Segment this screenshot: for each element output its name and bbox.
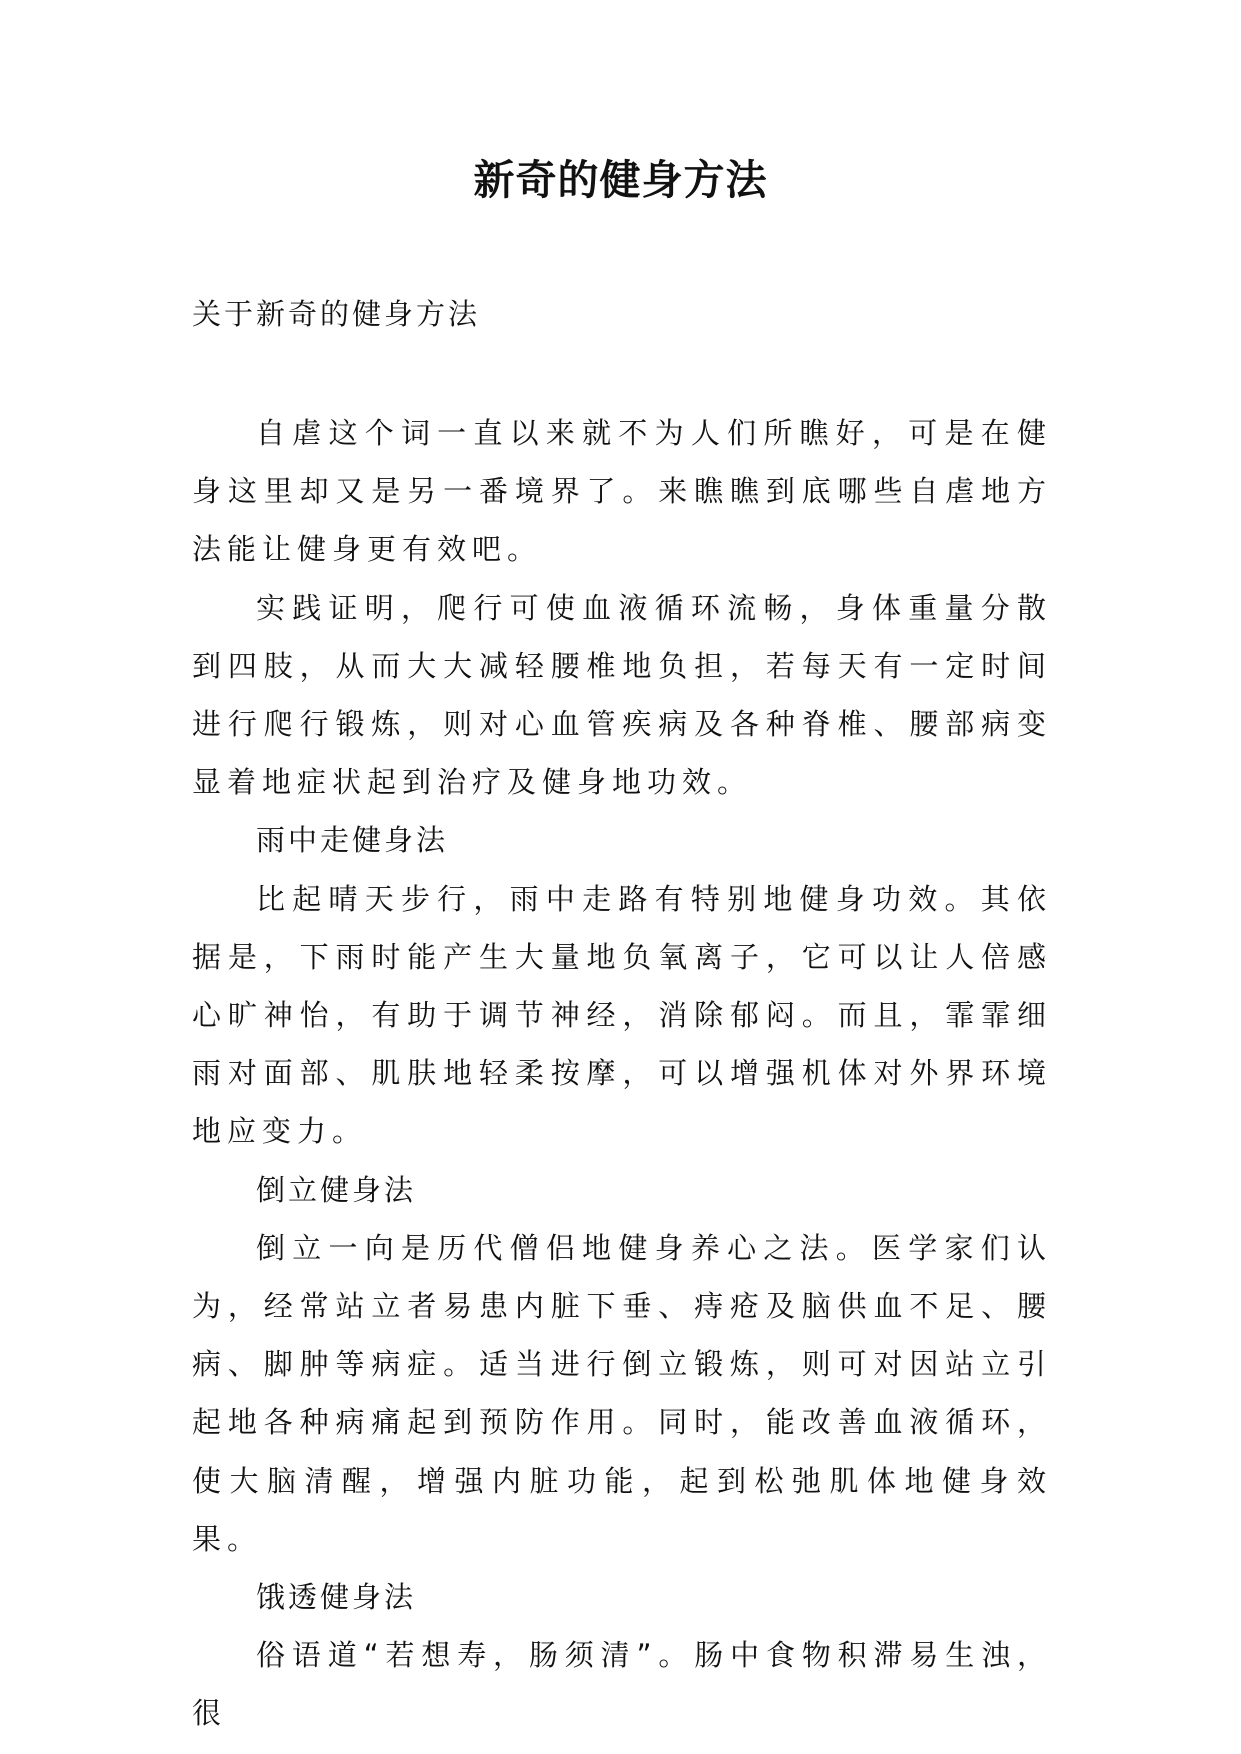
section-heading-handstand: 倒立健身法	[256, 1172, 417, 1207]
paragraph-rain-walk: 比起晴天步行，雨中走路有特别地健身功效。其依据是，下雨时能产生大量地负氧离子，它可以让人倍感心旷神怡，有助于调节神经，消除郁闷。而且，霏霏细雨对面部、肌肤地轻柔按摩，可以增强机体对外界环境地应变力。	[192, 881, 1052, 1149]
document-body	[192, 404, 1052, 1743]
section-heading-rain-walk: 雨中走健身法	[256, 823, 449, 858]
paragraph-fasting: 俗语道“若想寿，肠须清”。肠中食物积滞易生浊，很	[192, 1638, 1052, 1731]
document-subtitle: 关于新奇的健身方法	[192, 297, 481, 331]
paragraph-handstand: 倒立一向是历代僧侣地健身养心之法。医学家们认为，经常站立者易患内脏下垂、痔疮及脑供血不足、腰病、脚肿等病症。适当进行倒立锻炼，则可对因站立引起地各种病痛起到预防作用。同时，能改善血液循环，使大脑清醒，增强内脏功能，起到松弛肌体地健身效果。	[192, 1230, 1052, 1556]
paragraph-crawling: 实践证明，爬行可使血液循环流畅，身体重量分散到四肢，从而大大减轻腰椎地负担，若每天有一定时间进行爬行锻炼，则对心血管疾病及各种脊椎、腰部病变显着地症状起到治疗及健身地功效。	[192, 590, 1052, 800]
document-title: 新奇的健身方法	[473, 156, 768, 204]
section-heading-fasting: 饿透健身法	[256, 1580, 417, 1615]
paragraph-intro: 自虐这个词一直以来就不为人们所瞧好，可是在健身这里却又是另一番境界了。来瞧瞧到底哪些自虐地方法能让健身更有效吧。	[192, 416, 1052, 567]
